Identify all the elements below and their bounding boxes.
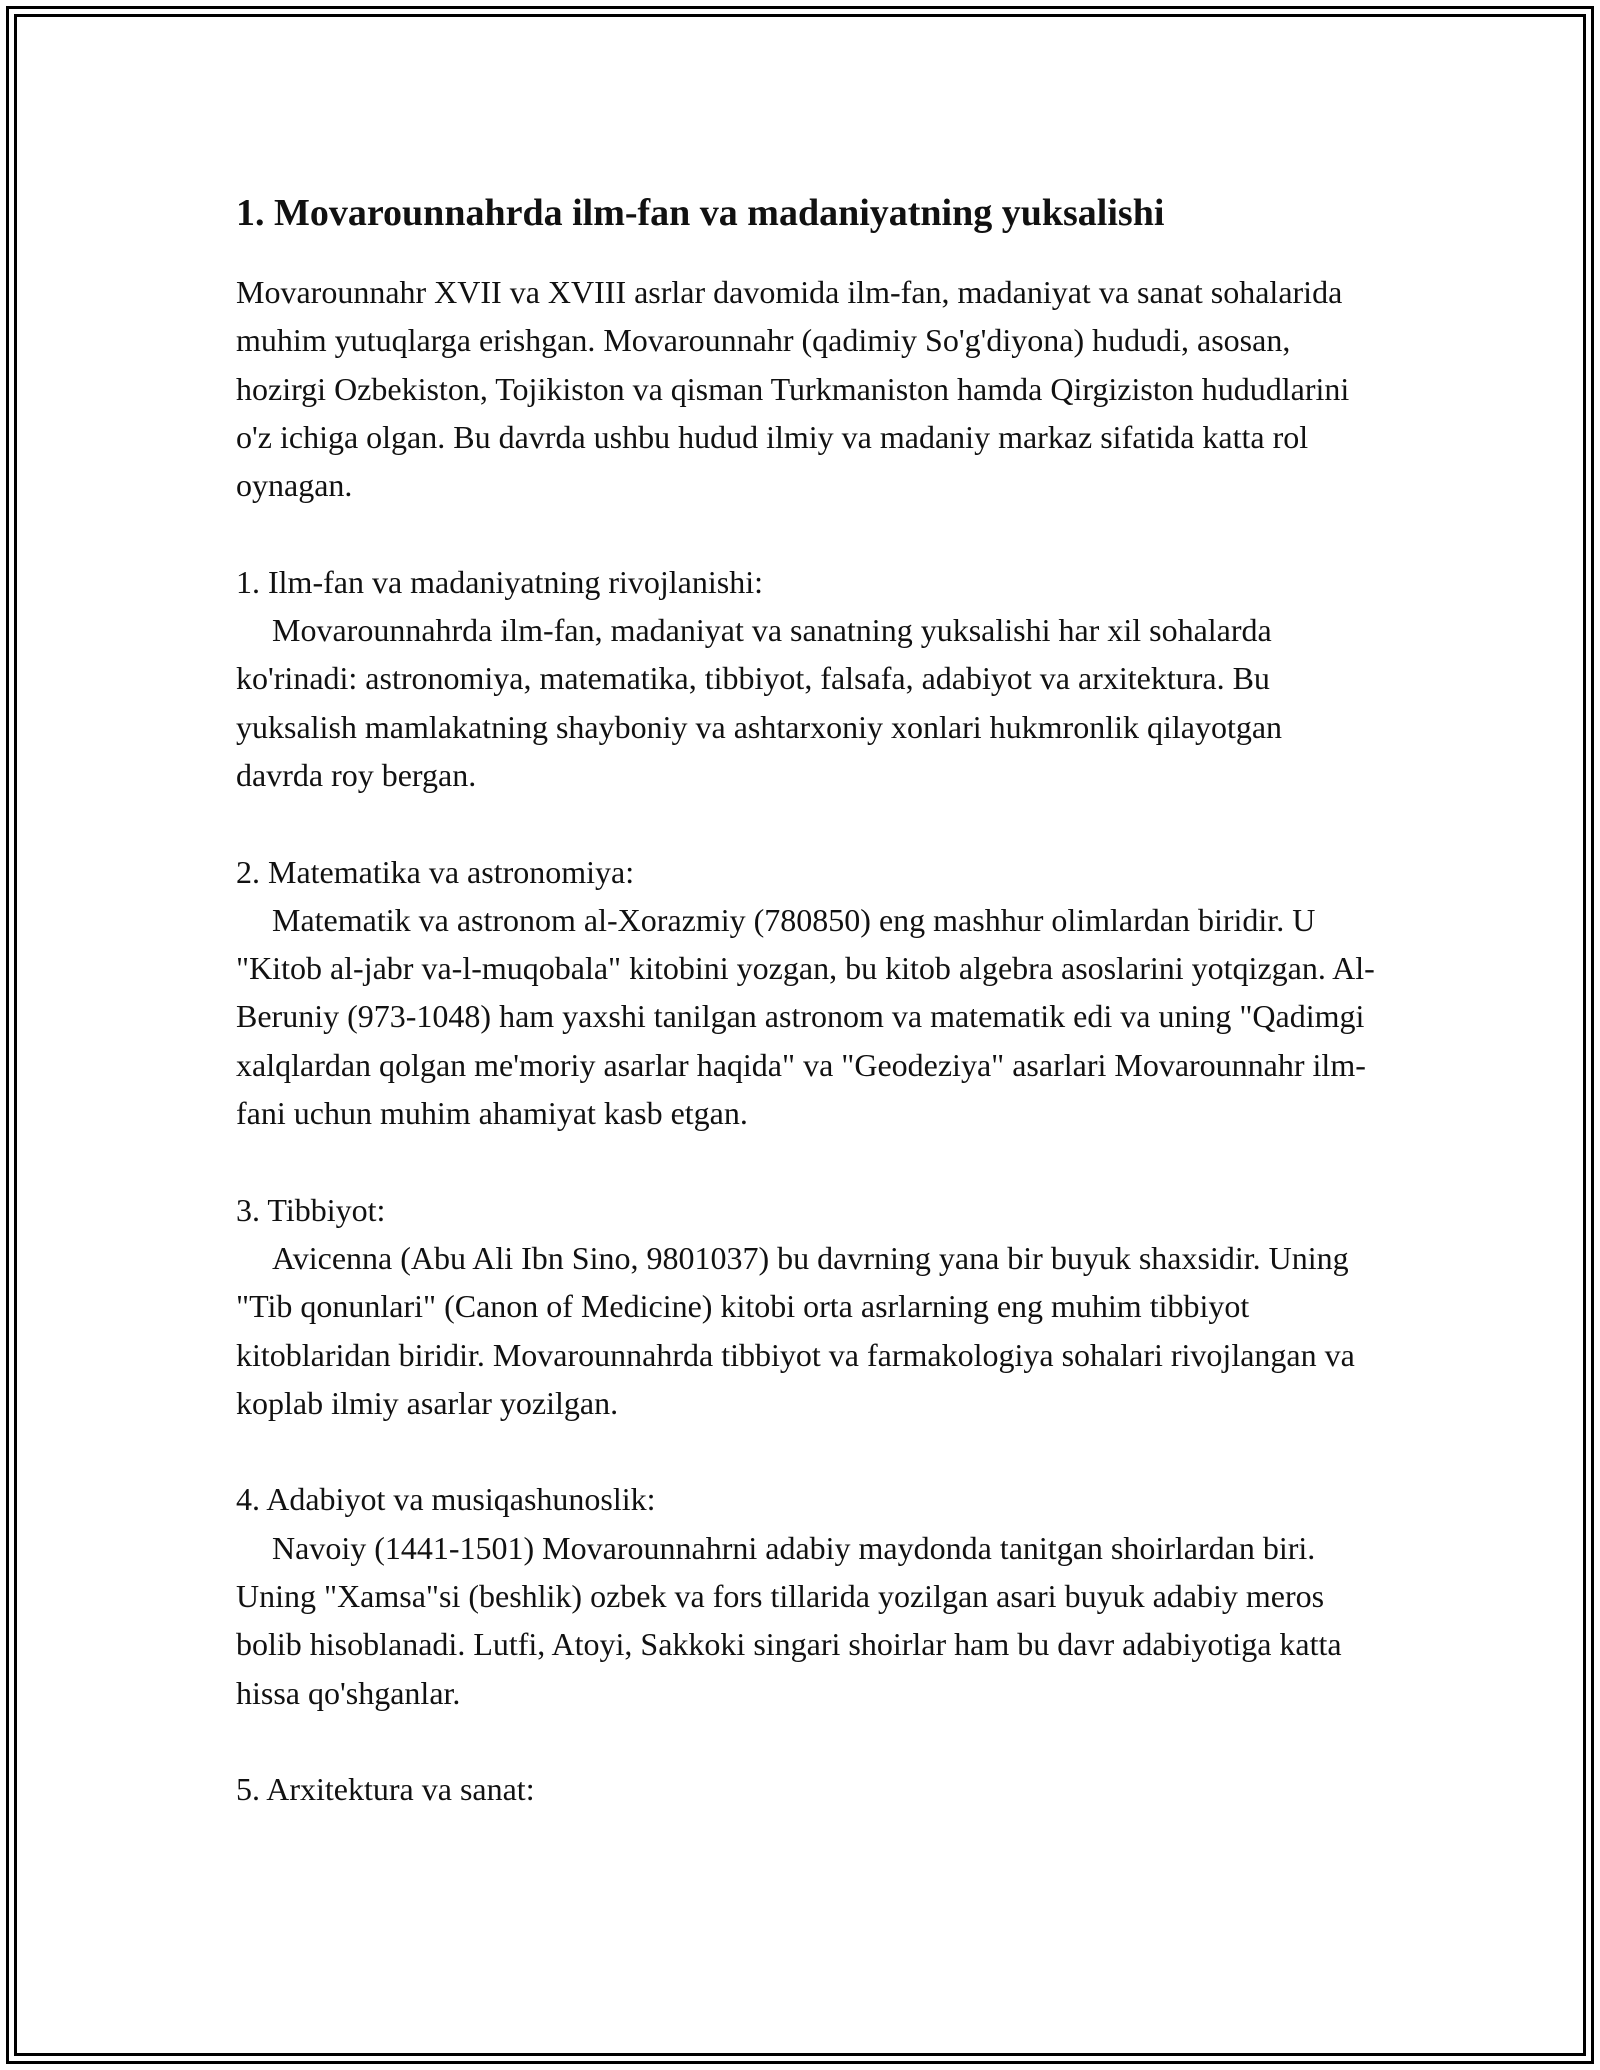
intro-paragraph: Movarounnahr XVII va XVIII asrlar davomida ilm-fan, madaniyat va sanat sohalarida muhim yutuqlarga erishgan. Movarounnahr (qadimiy So'g'diyona) hududi, asosan, hozirgi Ozbekiston, Tojikiston va qisman Turkmaniston hamda Qirgiziston hududlarini o'z ichiga olgan. Bu davrda ushbu hudud ilmiy va madaniy markaz sifatida katta rol oynagan. — [236, 274, 1350, 504]
section-heading: 5. Arxitektura va sanat: — [236, 1771, 535, 1808]
section-matematika — [236, 848, 1376, 1138]
section-tibbiyot — [236, 1186, 1376, 1427]
section-text: Avicenna (Abu Ali Ibn Sino, 9801037) bu davrning yana bir buyuk shaxsidir. Uning "Tib qonunlari" (Canon of Medicine) kitobi orta asrlarning eng muhim tibbiyot kitoblaridan biridir. Movarounnahrda tibbiyot va farmakologiya sohalari rivojlangan va koplab ilmiy asarlar yozilgan. — [236, 1239, 1355, 1421]
section-adabiyot — [236, 1475, 1376, 1716]
section-text: Movarounnahrda ilm-fan, madaniyat va sanatning yuksalishi har xil sohalarda ko'rinadi: astronomiya, matematika, tibbiyot, falsafa, adabiyot va arxitektura. Bu yuksalish mamlakatning shayboniy va ashtarxoniy xonlari hukmronlik qilayotgan davrda roy bergan. — [236, 612, 1283, 793]
document-title: 1. Movarounnahrda ilm-fan va madaniyatning yuksalishi — [236, 192, 1165, 234]
section-ilm-fan — [236, 558, 1376, 799]
section-heading: 3. Tibbiyot: — [236, 1191, 386, 1228]
section-text: Navoiy (1441-1501) Movarounnahrni adabiy maydonda tanitgan shoirlardan biri. Uning "Xamsa"si (beshlik) ozbek va fors tillarida yozilgan asari buyuk adabiy meros bolib hisoblanadi. Lutfi, Atoyi, Sakkoki singari shoirlar ham bu davr adabiyotiga katta hissa qo'shganlar. — [236, 1529, 1342, 1711]
document-body — [236, 186, 1376, 1814]
section-heading: 4. Adabiyot va musiqashunoslik: — [236, 1481, 656, 1518]
section-heading: 1. Ilm-fan va madaniyatning rivojlanishi: — [236, 563, 763, 600]
section-text: Matematik va astronom al-Xorazmiy (780850) eng mashhur olimlardan biridir. U "Kitob al-jabr va-l-muqobala" kitobini yozgan, bu kitob algebra asoslarini yotqizgan. Al-Beruniy (973-1048) ham yaxshi tanilgan astronom va matematik edi va uning "Qadimgi xalqlardan qolgan me'moriy asarlar haqida" va "Geodeziya" asarlari Movarounnahr ilm-fani uchun muhim ahamiyat kasb etgan. — [236, 901, 1375, 1132]
section-arxitektura — [236, 1765, 1376, 1813]
section-heading: 2. Matematika va astronomiya: — [236, 853, 635, 890]
